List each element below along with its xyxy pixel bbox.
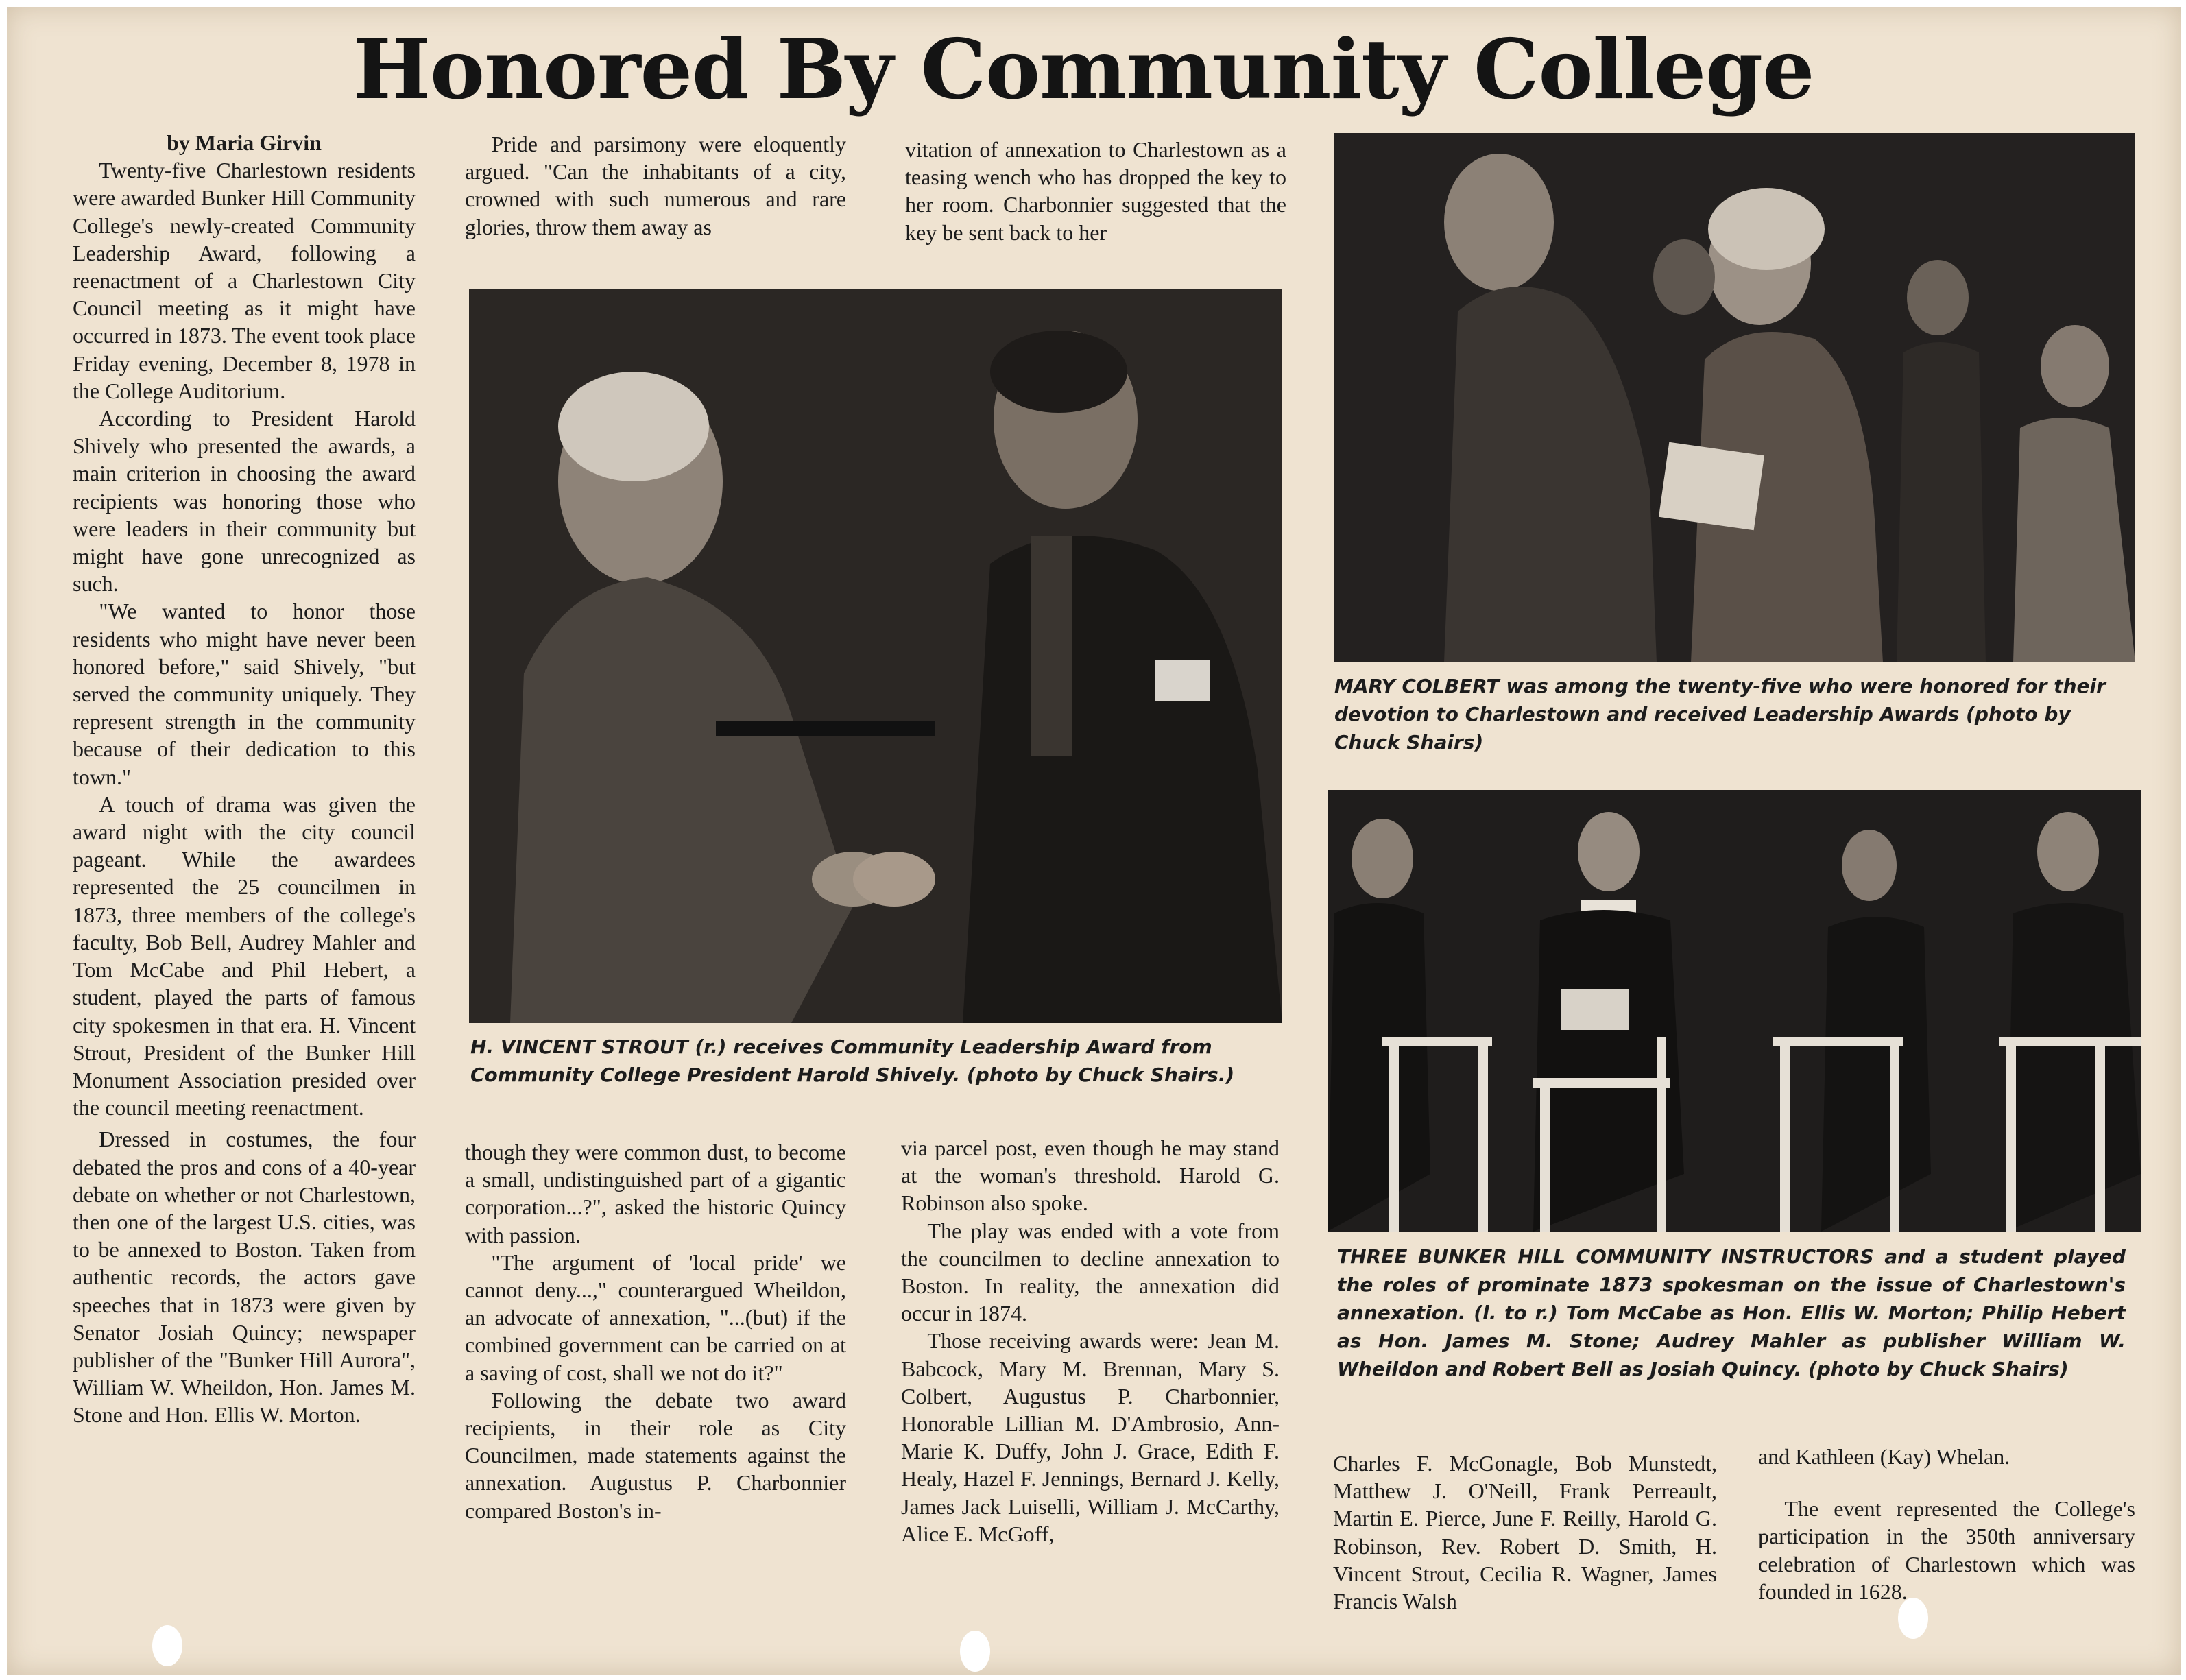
paragraph: though they were common dust, to become a small, undistinguished part of a gigantic corporation...?", asked the historic Quincy with passion. [465,1140,846,1247]
caption-instructors: THREE BUNKER HILL COMMUNITY INSTRUCTORS and a student played the roles of prominate 1873 spokesman on the issue of Charlestown's annexation. (l. to r.) Tom McCabe as Hon. Ellis W. Morton; Philip Hebert as Hon. James M. Stone; Audrey Mahler as publisher William W. Wheildon and Robert Bell as Josiah Quincy. (photo by Chuck Shairs) [1337,1245,2126,1380]
paragraph: "We wanted to honor those residents who might have never been honored before," said Shively, "but served the community uniquely. They represent strength in the community because of their dedication to this town." [73,599,416,789]
photo-handshake [469,289,1282,1023]
paragraph: The play was ended with a vote from the councilmen to decline annexation to Boston. In reality, the annexation did occur in 1874. [901,1218,1280,1326]
paragraph: vitation of annexation to Charlestown as a teasing wench who has dropped the key to her room. Charbonnier suggested that the key be sent back to her [905,137,1286,245]
paragraph: Pride and parsimony were eloquently argued. "Can the inhabitants of a city, crowned with such numerous and rare glories, throw them away as [465,132,846,239]
article-column-4-bottom [1333,1450,1717,1615]
article-column-3-top [905,136,1286,246]
paper-hole [152,1625,182,1666]
article-column-5-bottom [1758,1443,2135,1605]
paragraph: According to President Harold Shively who presented the awards, a main criterion in choosing the award recipients was honoring those who were leaders in their community but might have gone unrecognized as such. [73,406,416,597]
caption-mary-colbert: MARY COLBERT was among the twenty-five who were honored for their devotion to Charlestown and received Leadership Awards (photo by Chuck Shairs) [1334,675,2106,754]
photo-instructors-image [1328,790,2141,1232]
paragraph: The event represented the College's participation in the 350th anniversary celebration of Charlestown which was founded in 1628. [1758,1496,2135,1604]
paragraph: Following the debate two award recipients, in their role as City Councilmen, made statements against the annexation. Augustus P. Charbonnier compared Boston's in- [465,1387,846,1523]
article-column-2-bottom [465,1138,846,1524]
paragraph: "The argument of 'local pride' we cannot deny...," counterargued Wheildon, an advocate of annexation, "...(but) if the combined government can be carried on at a saving of cost, shall we not do it?" [465,1249,846,1385]
paper-hole [1898,1598,1928,1639]
paragraph: Twenty-five Charlestown residents were awarded Bunker Hill Community College's newly-created Community Leadership Award, following a reenactment of a Charlestown City Council meeting as it might have occurred in 1873. The event took place Friday evening, December 8, 1978 in the College Auditorium. [73,158,416,403]
paragraph: and Kathleen (Kay) Whelan. [1758,1444,2010,1469]
paragraph: Those receiving awards were: Jean M. Babcock, Mary M. Brennan, Mary S. Colbert, Augustus P. Charbonnier, Honorable Lillian M. D'Ambrosio, Ann-Marie K. Duffy, John J. Grace, Edith F. Healy, Hazel F. Jennings, Bernard J. Kelly, James Jack Luiselli, William J. McCarthy, Alice E. McGoff, [901,1328,1280,1546]
paragraph: Charles F. McGonagle, Bob Munstedt, Matthew J. O'Neill, Frank Perreault, Martin E. Pierce, June F. Reilly, Harold G. Robinson, Rev. Robert D. Smith, H. Vincent Strout, Cecilia R. Wagner, James Francis Walsh [1333,1451,1717,1614]
paragraph: Dressed in costumes, the four debated the pros and cons of a 40-year debate on whether or not Charlestown, then one of the largest U.S. cities, was to be annexed to Boston. Taken from authentic records, the actors gave speeches that in 1873 were given by Senator Josiah Quincy; newspaper publisher of the "Bunker Hill Aurora", William W. Wheildon, Hon. James M. Stone and Hon. Ellis W. Morton. [73,1127,416,1428]
article-column-1 [73,129,416,1429]
byline: by Maria Girvin [167,130,322,155]
photo-mary-colbert-image [1334,133,2135,662]
photo-instructors [1328,790,2141,1232]
paragraph: via parcel post, even though he may stand at the woman's threshold. Harold G. Robinson also spoke. [901,1136,1280,1216]
article-column-3-bottom [901,1134,1280,1548]
headline: Honored By Community College [352,21,1814,118]
paragraph: A touch of drama was given the award night with the city council pageant. While the awardees represented the 25 councilmen in 1873, three members of the college's faculty, Bob Bell, Audrey Mahler and Tom McCabe and Phil Hebert, a student, played the parts of famous city spokesmen in that era. H. Vincent Strout, President of the Bunker Hill Monument Association presided over the council meeting reenactment. [73,791,416,1120]
photo-handshake-image [469,289,1282,1023]
article-column-2-top [465,130,846,241]
paper-hole [960,1631,990,1672]
caption-handshake: H. VINCENT STROUT (r.) receives Community Leadership Award from Community College President Harold Shively. (photo by Chuck Shairs.) [470,1035,1235,1086]
photo-mary-colbert [1334,133,2135,662]
